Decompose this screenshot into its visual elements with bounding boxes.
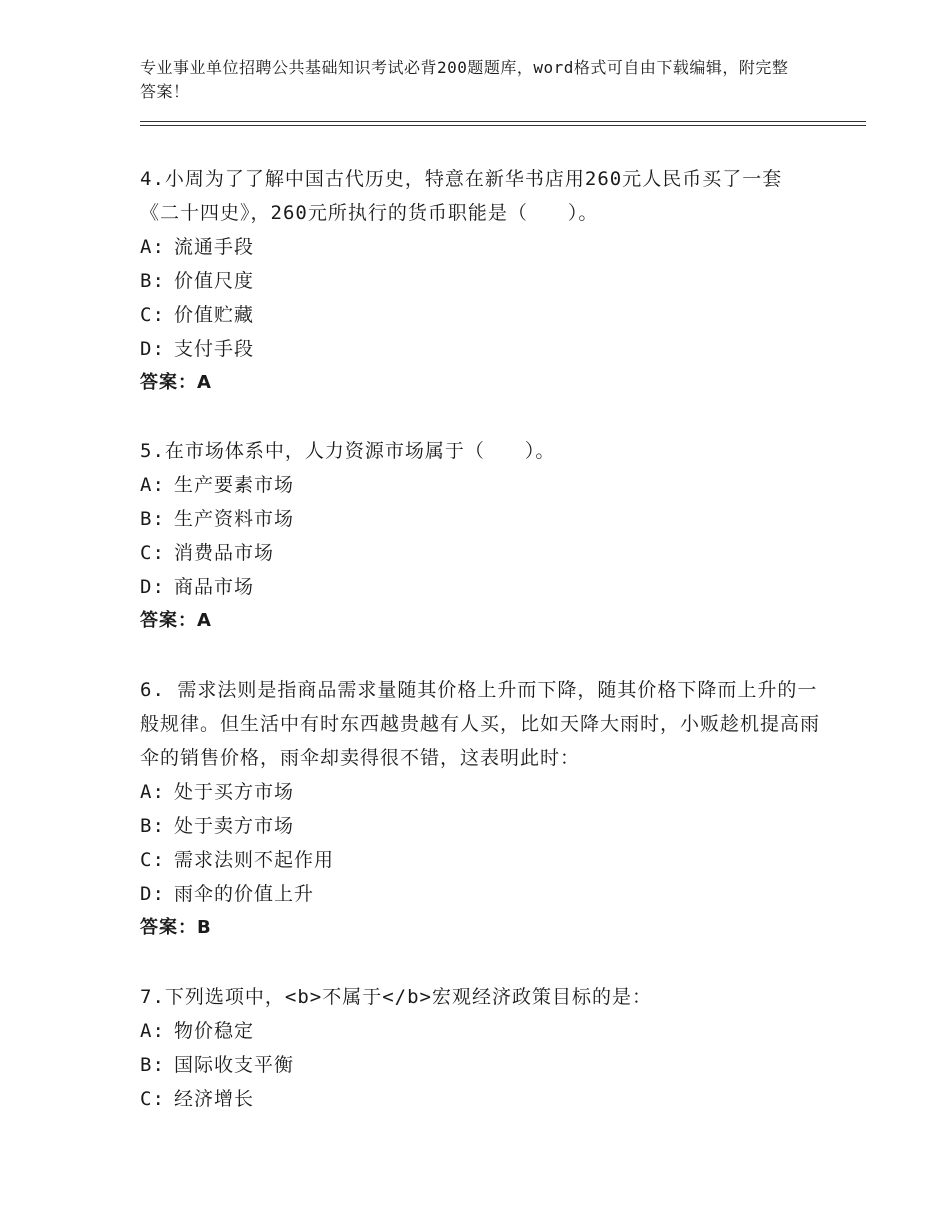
option-letter: B:	[140, 508, 165, 530]
option-letter: C:	[140, 304, 165, 326]
option-b	[140, 264, 820, 298]
option-letter: A:	[140, 236, 165, 258]
option-text: 处于买方市场	[174, 781, 295, 803]
option-letter: A:	[140, 781, 165, 803]
answer-line: 答案：B	[140, 917, 212, 938]
option-letter: B:	[140, 1054, 165, 1076]
option-letter: C:	[140, 849, 165, 871]
option-letter: D:	[140, 338, 165, 360]
option-letter: C:	[140, 1088, 165, 1110]
option-b	[140, 502, 820, 536]
option-c	[140, 298, 820, 332]
option-a	[140, 468, 820, 502]
option-letter: B:	[140, 270, 165, 292]
question-block	[140, 980, 820, 1116]
option-text: 生产资料市场	[174, 508, 295, 530]
page-header: 专业事业单位招聘公共基础知识考试必背200题题库，word格式可自由下载编辑，附完整答案！	[140, 58, 789, 101]
option-text: 流通手段	[174, 236, 255, 258]
option-d	[140, 570, 820, 604]
option-b	[140, 1048, 820, 1082]
answer-line: 答案：A	[140, 372, 212, 393]
question-stem: 6. 需求法则是指商品需求量随其价格上升而下降，随其价格下降而上升的一般规律。但生活中有时东西越贵越有人买，比如天降大雨时，小贩趁机提高雨伞的销售价格，雨伞却卖得很不错，这表明此时：	[140, 679, 821, 769]
option-text: 物价稳定	[174, 1020, 255, 1042]
option-text: 雨伞的价值上升	[174, 883, 315, 905]
option-c	[140, 1082, 820, 1116]
question-block	[140, 162, 820, 400]
option-text: 商品市场	[174, 576, 255, 598]
option-letter: A:	[140, 474, 165, 496]
option-letter: D:	[140, 576, 165, 598]
option-d	[140, 877, 820, 911]
option-text: 价值尺度	[174, 270, 255, 292]
question-stem: 4.小周为了了解中国古代历史，特意在新华书店用260元人民币买了一套《二十四史》，260元所执行的货币职能是（ ）。	[140, 168, 783, 224]
option-a	[140, 775, 820, 809]
option-text: 支付手段	[174, 338, 255, 360]
option-d	[140, 332, 820, 366]
option-a	[140, 1014, 820, 1048]
option-c	[140, 536, 820, 570]
option-text: 经济增长	[174, 1088, 255, 1110]
option-text: 消费品市场	[174, 542, 275, 564]
header-divider	[140, 121, 866, 126]
question-stem: 7.下列选项中，<b>不属于</b>宏观经济政策目标的是：	[140, 986, 652, 1008]
option-text: 国际收支平衡	[174, 1054, 295, 1076]
option-letter: B:	[140, 815, 165, 837]
option-text: 处于卖方市场	[174, 815, 295, 837]
option-a	[140, 230, 820, 264]
option-b	[140, 809, 820, 843]
option-letter: D:	[140, 883, 165, 905]
question-stem: 5.在市场体系中，人力资源市场属于（ ）。	[140, 440, 556, 462]
question-block	[140, 673, 820, 945]
option-text: 生产要素市场	[174, 474, 295, 496]
option-letter: C:	[140, 542, 165, 564]
option-letter: A:	[140, 1020, 165, 1042]
option-c	[140, 843, 820, 877]
question-block	[140, 434, 820, 638]
option-text: 需求法则不起作用	[174, 849, 335, 871]
option-text: 价值贮藏	[174, 304, 255, 326]
answer-line: 答案：A	[140, 610, 212, 631]
